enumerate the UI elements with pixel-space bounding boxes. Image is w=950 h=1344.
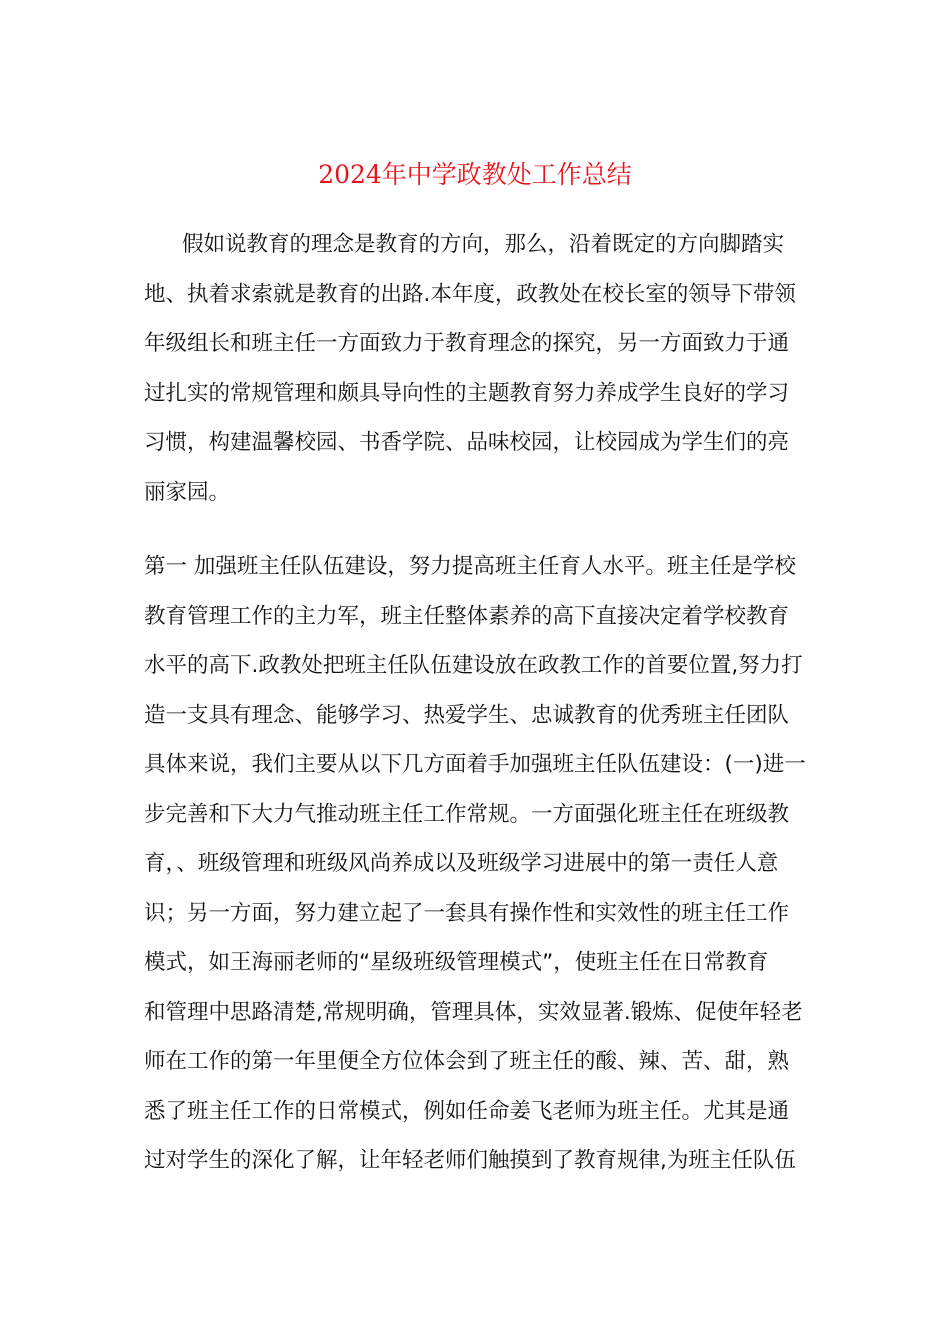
- paragraph-line: 造一支具有理念、能够学习、热爱学生、忠诚教育的优秀班主任团队: [144, 703, 790, 728]
- paragraph-line: 师在工作的第一年里便全方位体会到了班主任的酸、辣、苦、甜，熟: [144, 1049, 790, 1074]
- paragraph-line: 育，、班级管理和班级风尚养成以及班级学习进展中的第一责任人意: [144, 851, 779, 876]
- paragraph-line: 悉了班主任工作的日常模式，例如任命姜飞老师为班主任。尤其是通: [144, 1099, 790, 1124]
- paragraph-line: 具体来说，我们主要从以下几方面着手加强班主任队伍建设：(一)进一: [144, 752, 806, 777]
- paragraph-line: 第一 加强班主任队伍建设，努力提高班主任育人水平。班主任是学校: [144, 554, 796, 579]
- paragraph-line: 模式，如王海丽老师的“星级班级管理模式”，使班主任在日常教育: [144, 950, 769, 975]
- paragraph-line: 丽家园。: [144, 480, 231, 505]
- paragraph-line: 年级组长和班主任一方面致力于教育理念的探究，另一方面致力于通: [144, 331, 790, 356]
- paragraph-line: 过对学生的深化了解，让年轻老师们触摸到了教育规律,为班主任队伍: [144, 1148, 796, 1173]
- paragraph-line: 假如说教育的理念是教育的方向，那么，沿着既定的方向脚踏实: [182, 232, 785, 257]
- paragraph-line: 水平的高下.政教处把班主任队伍建设放在政教工作的首要位置,努力打: [144, 653, 803, 678]
- paragraph-line: 和管理中思路清楚,常规明确，管理具体，实效显著.锻炼、促使年轻老: [144, 1000, 803, 1025]
- document-title: 2024年中学政教处工作总结: [318, 160, 632, 189]
- paragraph-line: 步完善和下大力气推动班主任工作常规。一方面强化班主任在班级教: [144, 802, 790, 827]
- paragraph-line: 习惯，构建温馨校园、书香学院、品味校园，让校园成为学生们的亮: [144, 430, 790, 455]
- paragraph-line: 识；另一方面，努力建立起了一套具有操作性和实效性的班主任工作: [144, 901, 790, 926]
- paragraph-line: 地、执着求索就是教育的出路.本年度，政教处在校长室的领导下带领: [144, 282, 796, 307]
- paragraph-line: 教育管理工作的主力军，班主任整体素养的高下直接决定着学校教育: [144, 604, 790, 629]
- paragraph-line: 过扎实的常规管理和颇具导向性的主题教育努力养成学生良好的学习: [144, 381, 790, 406]
